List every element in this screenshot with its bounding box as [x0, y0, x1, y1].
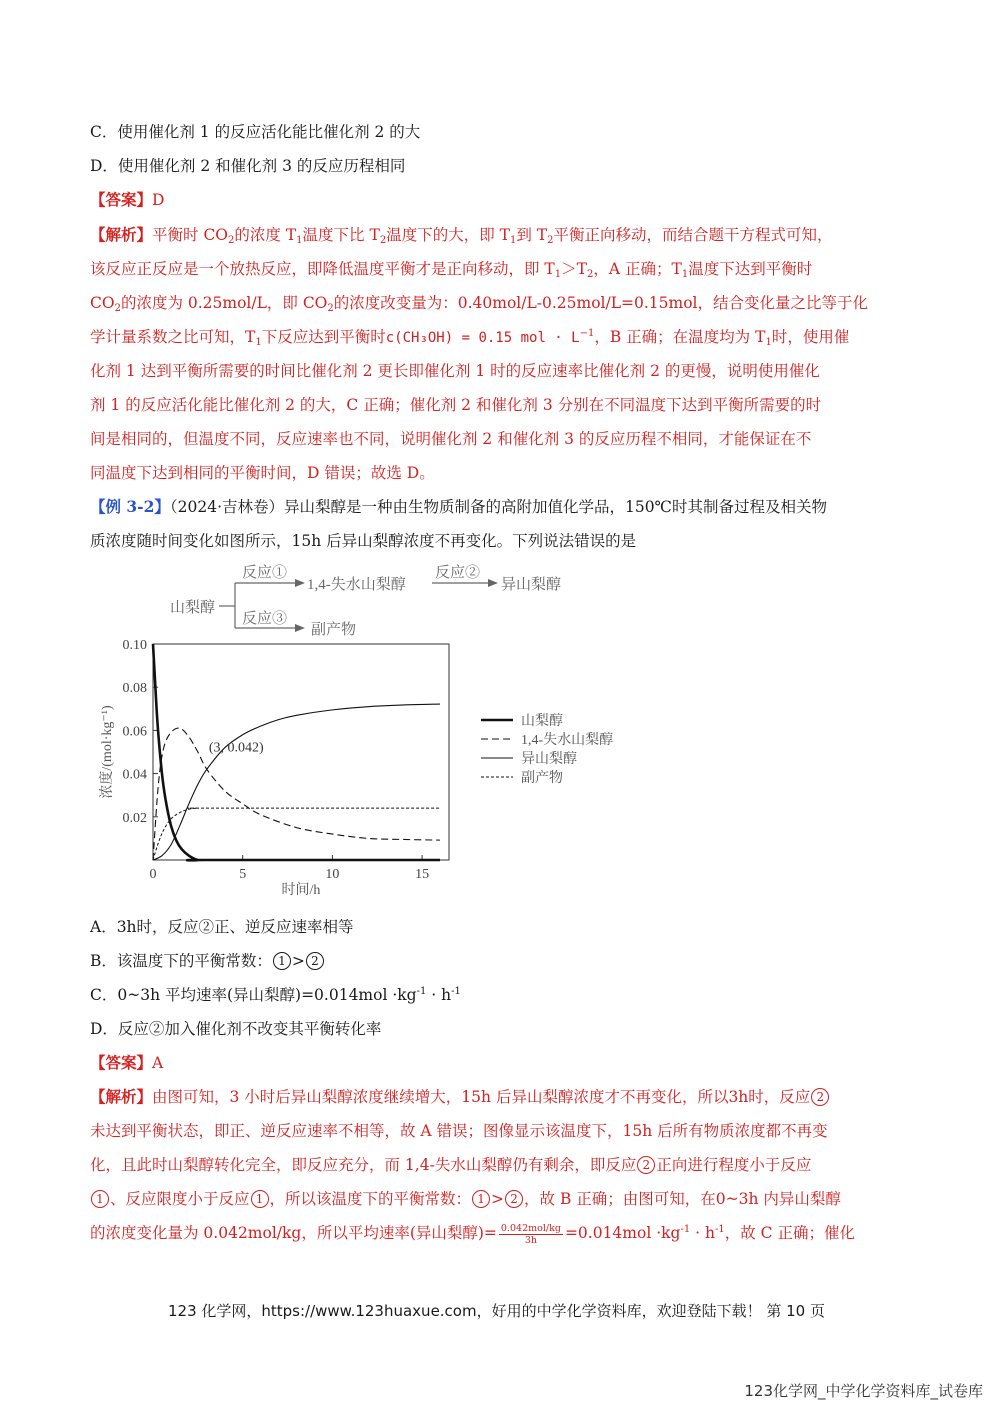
watermark: 123化学网_中学化学资料库_试卷库	[744, 1382, 983, 1400]
text: 、反应限度小于反应	[110, 1190, 250, 1208]
analysis-1-line-6: 剂 1 的反应活化能比催化剂 2 的大，C 正确；催化剂 2 和催化剂 3 分别在不同温度下达到平衡所需要的时	[90, 396, 822, 414]
subscript: 2	[547, 235, 554, 246]
legend-label: 异山梨醇	[521, 752, 577, 767]
fraction-numerator: 0.042mol/kg	[500, 1222, 561, 1234]
y-tick-label: 0.08	[122, 681, 147, 697]
x-tick-label: 5	[239, 867, 247, 882]
subscript: 2	[587, 269, 594, 280]
text: 化，且此时山梨醇转化完全，即反应充分，而 1,4-失水山梨醇仍有剩余，即反应	[90, 1156, 637, 1174]
y-tick-label: 0.10	[122, 638, 147, 653]
arrowhead-2	[488, 579, 498, 587]
series-lines	[153, 644, 440, 860]
option-a: A．3h时，反应②正、逆反应速率相等	[90, 918, 354, 936]
text: 正向进行程度小于反应	[656, 1156, 812, 1174]
option-c-top: C．使用催化剂 1 的反应活化能比催化剂 2 的大	[90, 123, 421, 141]
text: >	[491, 1190, 505, 1208]
analysis-2-line-5	[90, 1222, 903, 1246]
text: B．该温度下的平衡常数：	[90, 952, 272, 970]
option-d-top: D．使用催化剂 2 和催化剂 3 的反应历程相同	[90, 157, 406, 175]
circled-1: 1	[91, 1190, 109, 1208]
x-axis-label: 时间/h	[281, 883, 321, 898]
circled-2: 2	[306, 952, 324, 970]
subscript: 1	[681, 269, 689, 280]
subscript: 2	[114, 303, 121, 314]
subscript: 2	[379, 235, 387, 246]
superscript: -1	[680, 1224, 691, 1235]
text: 时，使用催	[771, 328, 850, 346]
circled-1: 1	[472, 1190, 490, 1208]
analysis-1-line-7: 间是相同的，但温度不同，反应速率也不同，说明催化剂 2 和催化剂 3 的反应历程不相同，才能保证在不	[90, 430, 812, 448]
text: ，A 正确；T	[593, 260, 682, 278]
example-stem-line-2: 质浓度随时间变化如图所示，15h 后异山梨醇浓度不再变化。下列说法错误的是	[90, 532, 637, 550]
arrowhead-3	[295, 624, 305, 632]
subscript: 1	[554, 269, 562, 280]
option-b	[90, 950, 903, 972]
text: 下反应达到平衡时	[261, 328, 386, 346]
example-source: （2024·吉林卷）	[169, 498, 285, 516]
legend-label: 山梨醇	[521, 714, 563, 729]
y-tick-label: 0.04	[122, 767, 147, 783]
x-tick-label: 10	[325, 867, 340, 882]
superscript: -1	[451, 986, 461, 997]
analysis-1-line-2	[90, 258, 903, 280]
text: 平衡时 CO	[152, 226, 229, 244]
text: >	[291, 952, 305, 970]
answer-label: 【答案】	[90, 1053, 153, 1072]
formula: c(CH₃OH) = 0.15 mol · L	[385, 330, 580, 346]
analysis-2-line-2: 未达到平衡状态，即正、逆反应速率不相等，故 A 错误；图像显示该温度下，15h 后所有物质浓度都不再变	[90, 1122, 828, 1140]
example-stem-line-1	[90, 496, 903, 518]
analysis-1-line-1	[90, 224, 903, 246]
legend-label: 1,4-失水山梨醇	[521, 733, 614, 748]
text: 的浓度变化量为 0.042mol/kg，所以平均速率(异山梨醇)=	[90, 1224, 497, 1242]
subscript: 1	[296, 235, 303, 246]
superscript: -1	[714, 1224, 725, 1235]
text: 由图可知，3 小时后异山梨醇浓度继续增大，15h 后异山梨醇浓度才不再变化，所以3h时，反应	[152, 1088, 811, 1106]
analysis-2-line-1	[90, 1086, 903, 1108]
scheme-r3: 反应③	[242, 611, 288, 627]
x-tick-label: 0	[149, 867, 157, 882]
chart-annotation: (3, 0.042)	[208, 740, 264, 756]
analysis-1-line-5: 化剂 1 达到平衡所需要的时间比催化剂 2 更长即催化剂 1 时的反应速率比催化剂 2 的更慢，说明使用催化	[90, 362, 820, 380]
text: 的浓度为 0.25mol/L，即 CO	[120, 294, 328, 312]
legend-label: 副产物	[521, 771, 563, 786]
concentration-chart	[98, 638, 613, 898]
scheme-r2: 反应②	[435, 565, 481, 581]
option-d: D．反应②加入催化剂不改变其平衡转化率	[90, 1020, 382, 1038]
chart-legend	[481, 713, 613, 786]
option-c	[90, 984, 903, 1006]
answer-value: D	[152, 191, 165, 209]
analysis-label: 【解析】	[90, 225, 153, 244]
series-line	[153, 728, 440, 860]
fraction	[499, 1223, 563, 1246]
answer-value: A	[152, 1054, 164, 1072]
text: · h	[690, 1224, 715, 1242]
text: · h	[426, 986, 452, 1004]
subscript: 1	[765, 337, 772, 348]
x-tick-label: 15	[415, 867, 430, 882]
circled-2: 2	[505, 1190, 523, 1208]
subscript: 1	[509, 235, 517, 246]
text: 的浓度改变量为：0.40mol/L-0.25mol/L=0.15mol，结合变化量之比等于化	[333, 294, 869, 312]
scheme-p1: 1,4-失水山梨醇	[307, 577, 406, 593]
series-line	[153, 704, 440, 860]
reaction-figure	[95, 558, 655, 898]
text: 异山梨醇是一种由生物质制备的高附加值化学品，150℃时其制备过程及相关物	[284, 498, 827, 516]
reaction-scheme	[170, 564, 561, 638]
scheme-r1: 反应①	[242, 565, 288, 581]
text: 到 T	[516, 226, 548, 244]
text: 的浓度 T	[234, 226, 297, 244]
text: CO	[90, 294, 115, 312]
analysis-2-line-3	[90, 1154, 903, 1176]
text: 该反应正反应是一个放热反应，即降低温度平衡才是正向移动，即 T	[90, 260, 555, 278]
circled-2: 2	[637, 1156, 655, 1174]
circled-1: 1	[273, 952, 291, 970]
text: ，B 正确；在温度均为 T	[594, 328, 766, 346]
page-footer: 123 化学网，https://www.123huaxue.com，好用的中学化学资料库，欢迎登陆下载！ 第 10 页	[167, 1302, 825, 1320]
answer-1	[90, 189, 903, 211]
text: ，所以该温度下的平衡常数：	[269, 1190, 472, 1208]
text: ＞T	[561, 260, 587, 278]
series-line	[153, 808, 440, 860]
subscript: 1	[255, 337, 262, 348]
analysis-2-line-4	[90, 1188, 903, 1210]
superscript: -1	[416, 986, 427, 997]
superscript: −1	[579, 328, 595, 339]
text: 温度下的大，即 T	[386, 226, 510, 244]
subscript: 2	[228, 235, 235, 246]
y-axis-label: 浓度/(mol·kg⁻¹)	[100, 705, 115, 799]
fraction-denominator: 3h	[524, 1234, 538, 1246]
analysis-1-line-3	[90, 292, 903, 314]
text: 温度下达到平衡时	[688, 260, 813, 278]
text: 学计量系数之比可知，T	[90, 328, 256, 346]
analysis-label: 【解析】	[90, 1087, 153, 1106]
y-tick-label: 0.06	[122, 724, 147, 740]
answer-label: 【答案】	[90, 190, 153, 209]
circled-1: 1	[251, 1190, 269, 1208]
text: =0.014mol ·kg	[564, 1224, 681, 1242]
text: ，故 C 正确；催化	[724, 1224, 855, 1242]
arrowhead-1	[295, 579, 305, 587]
text: C．0~3h 平均速率(异山梨醇)=0.014mol ·kg	[90, 986, 417, 1004]
analysis-1-line-8: 同温度下达到相同的平衡时间，D 错误；故选 D。	[90, 464, 435, 482]
text: 温度下比 T	[302, 226, 380, 244]
answer-2	[90, 1052, 903, 1074]
scheme-p2: 异山梨醇	[501, 577, 562, 593]
text: ，故 B 正确；由图可知，在0~3h 内异山梨醇	[524, 1190, 841, 1208]
analysis-1-line-4	[90, 326, 903, 349]
y-tick-label: 0.02	[122, 810, 147, 826]
scheme-start: 山梨醇	[170, 600, 216, 616]
circled-2: 2	[811, 1088, 829, 1106]
scheme-p3: 副产物	[311, 622, 357, 638]
example-label: 【例 3-2】	[90, 497, 170, 516]
text: 平衡正向移动，而结合题干方程式可知，	[553, 226, 833, 244]
subscript: 2	[327, 303, 334, 314]
